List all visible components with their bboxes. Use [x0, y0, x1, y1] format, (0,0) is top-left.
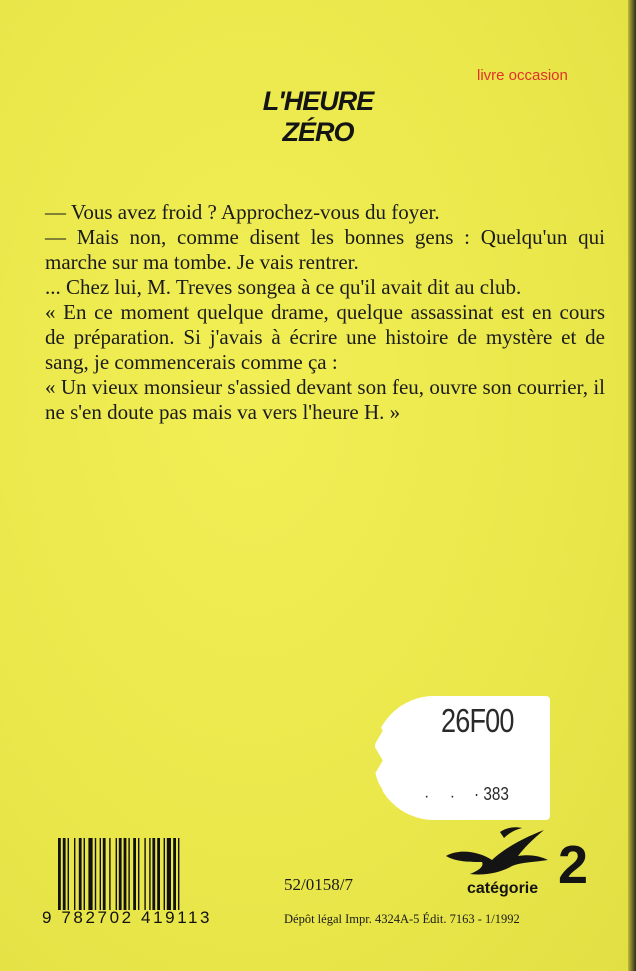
title-line-1: L'HEURE	[262, 86, 374, 116]
barcode-digits: 9 782702 419113	[42, 908, 213, 927]
blurb-paragraph: — Mais non, comme disent les bonnes gens : Quelqu'un qui marche sur ma tombe. Je vais rentrer.	[45, 225, 605, 274]
sticker-code: · 383	[474, 784, 509, 804]
barcode	[56, 838, 232, 910]
reference-code: 52/0158/7	[284, 875, 353, 894]
blurb-paragraph: ... Chez lui, M. Treves songea à ce qu'il avait dit au club.	[45, 275, 522, 299]
category-number: 2	[558, 835, 589, 895]
blurb-paragraph: « En ce moment quelque drame, quelque assassinat est en cours de préparation. Si j'avais à écrire une histoire de mystère et de sang, je commencerais comme ça :	[45, 300, 605, 374]
title-line-2: ZÉRO	[282, 117, 354, 147]
masque-logo-icon	[440, 822, 552, 880]
blurb	[45, 200, 605, 425]
blurb-paragraph: « Un vieux monsieur s'assied devant son feu, ouvre son courrier, il ne s'en doute pas mais va vers l'heure H. »	[45, 375, 605, 424]
sticker-dots: · ·	[424, 788, 464, 805]
watermark-text: livre occasion	[477, 67, 568, 84]
blurb-paragraph: — Vous avez froid ? Approchez-vous du foyer.	[45, 200, 440, 224]
category-label: catégorie	[467, 880, 539, 897]
sticker-price: 26F00	[441, 702, 514, 739]
legal-deposit-text: Dépôt légal Impr. 4324A-5 Édit. 7163 - 1/1992	[284, 912, 520, 926]
